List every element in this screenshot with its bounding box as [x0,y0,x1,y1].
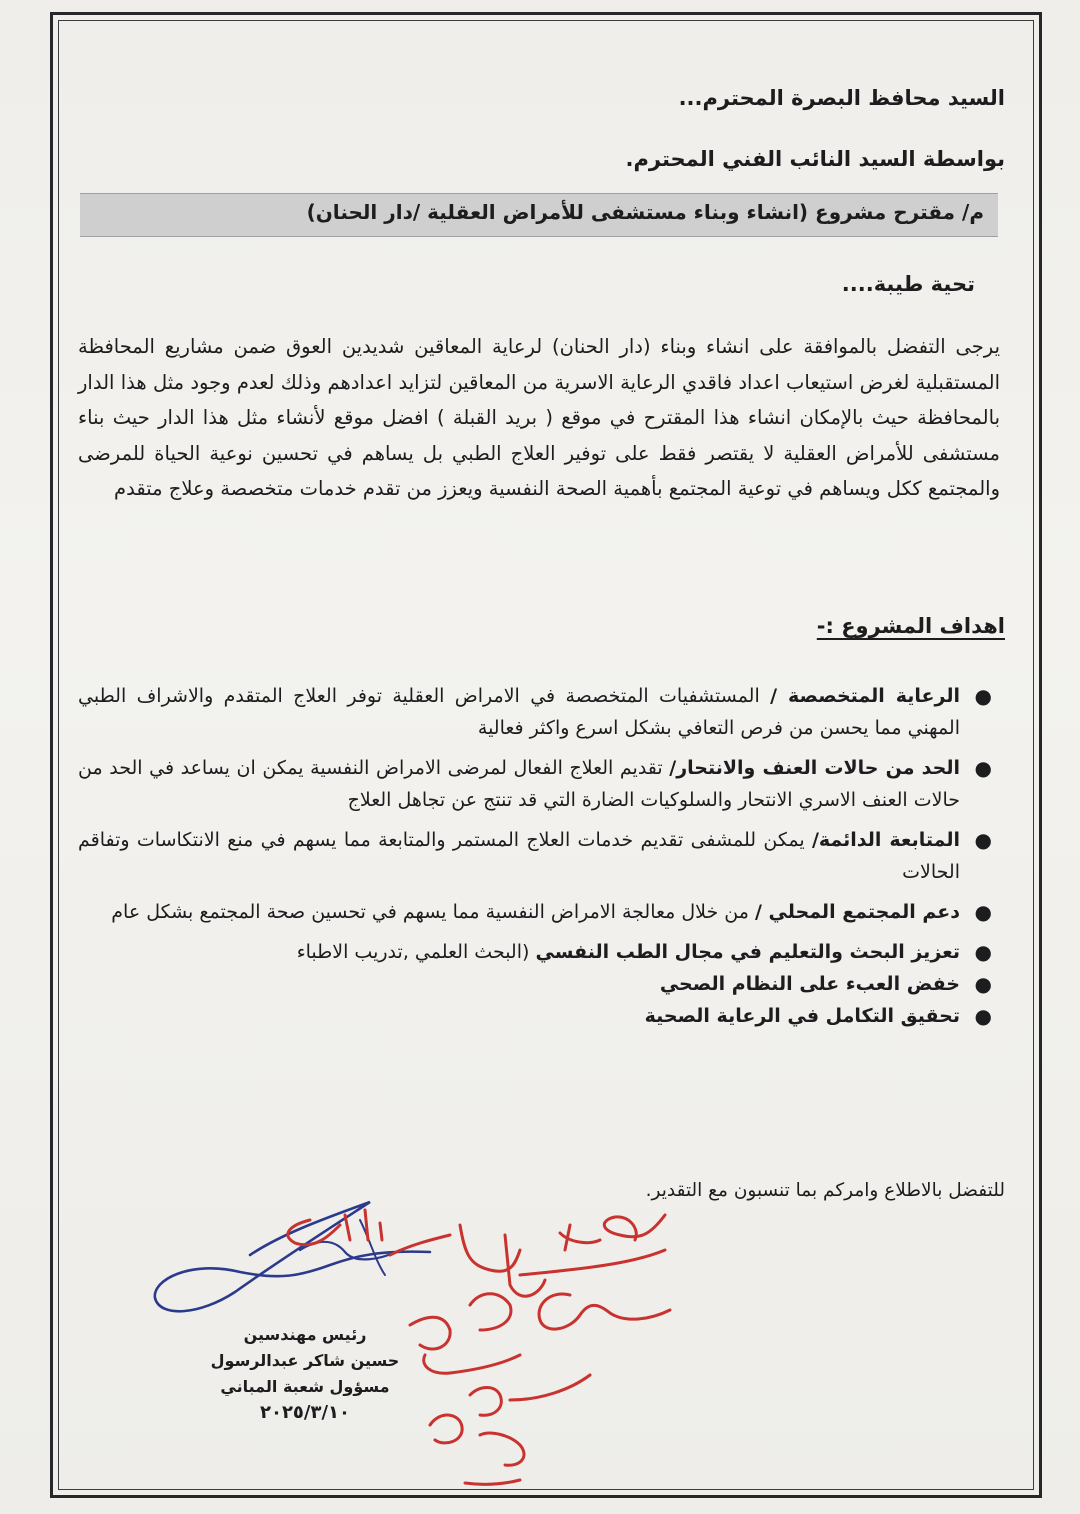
bullet-icon: ● [974,684,992,708]
goal-text: (البحث العلمي ,تدريب الاطباء [296,941,536,963]
goals-list-container [78,680,1000,1032]
goal-item [78,968,1000,1000]
goal-heading: المتابعة الدائمة/ [811,829,960,851]
greeting: تحية طيبة.... [841,272,975,296]
signer-name: حسين شاكر عبدالرسول [210,1351,400,1370]
signer-title: رئيس مهندسين [243,1325,367,1344]
goal-heading: تعزيز البحث والتعليم في مجال الطب النفسي [535,941,960,963]
goal-item [78,936,1000,968]
goal-heading: تحقيق التكامل في الرعاية الصحية [644,1005,960,1027]
via-line: بواسطة السيد النائب الفني المحترم. [625,147,1005,171]
goal-text: تقديم العلاج الفعال لمرضى الامراض النفسية يمكن ان يساعد في الحد من حالات العنف الاسري الانتحار والسلوكيات الضارة التي قد تنتج عن تجاهل العلاج [78,757,960,811]
bullet-icon: ● [974,756,992,780]
signer-position: مسؤول شعبة المباني [220,1377,390,1396]
intro-paragraph: يرجى التفضل بالموافقة على انشاء وبناء (دار الحنان) لرعاية المعاقين شديدين العوق ضمن مشاريع المحافظة المستقبلية لغرض استيعاب اعداد فاقدي الرعاية الاسرية من المعاقين لتزايد اعدادهم وذلك لعدم وجود مثل هذا الدار بالمحافظة حيث بالإمكان انشاء هذا المقترح في موقع ( بريد القبلة ) افضل موقع لأنشاء مثل هذا الدار حيث بناء مستشفى للأمراض العقلية لا يقتصر فقط على توفير العلاج الطبي بل يساهم في تحسين نوعية الحياة للمرضى والمجتمع ككل ويساهم في توعية المجتمع بأهمية الصحة النفسية ويعزز من تقدم خدمات متخصصة وعلاج متقدم [78,335,1000,500]
red-handwritten-annotation [270,1195,690,1495]
bullet-icon: ● [974,972,992,996]
bullet-icon: ● [974,900,992,924]
goal-item [78,680,1000,744]
goal-item [78,1000,1000,1032]
goal-text: من خلال معالجة الامراض النفسية مما يسهم في تحسين صحة المجتمع بشكل عام [111,901,755,923]
goal-item [78,752,1000,816]
goal-item [78,896,1000,928]
bullet-icon: ● [974,940,992,964]
goal-heading: الحد من حالات العنف والانتحار/ [669,757,960,779]
goal-heading: خفض العبء على النظام الصحي [659,973,960,995]
bullet-icon: ● [974,828,992,852]
signature-date: ٢٠٢٥/٣/١٠ [259,1402,351,1423]
subject-line: م/ مقترح مشروع (انشاء وبناء مستشفى للأمراض العقلية /دار الحنان) [80,193,998,237]
goals-title: اهداف المشروع :- [816,614,1005,638]
goal-heading: دعم المجتمع المحلي / [754,901,960,923]
closing-line: للتفضل بالاطلاع وامركم بما تنسبون مع التقدير. [645,1180,1005,1201]
goal-item [78,824,1000,888]
goal-heading: الرعاية المتخصصة / [770,685,960,707]
bullet-icon: ● [974,1004,992,1028]
goal-text: يمكن للمشفى تقديم خدمات العلاج المستمر والمتابعة مما يسهم في منع الانتكاسات وتفاقم الحالات [78,829,960,883]
goal-text: المستشفيات المتخصصة في الامراض العقلية توفر العلاج المتقدم والاشراف الطبي المهني مما يحسن من فرص التعافي بشكل اسرع واكثر فعالية [78,685,960,739]
addressee-line: السيد محافظ البصرة المحترم... [678,86,1005,110]
goals-list [78,680,1000,1032]
